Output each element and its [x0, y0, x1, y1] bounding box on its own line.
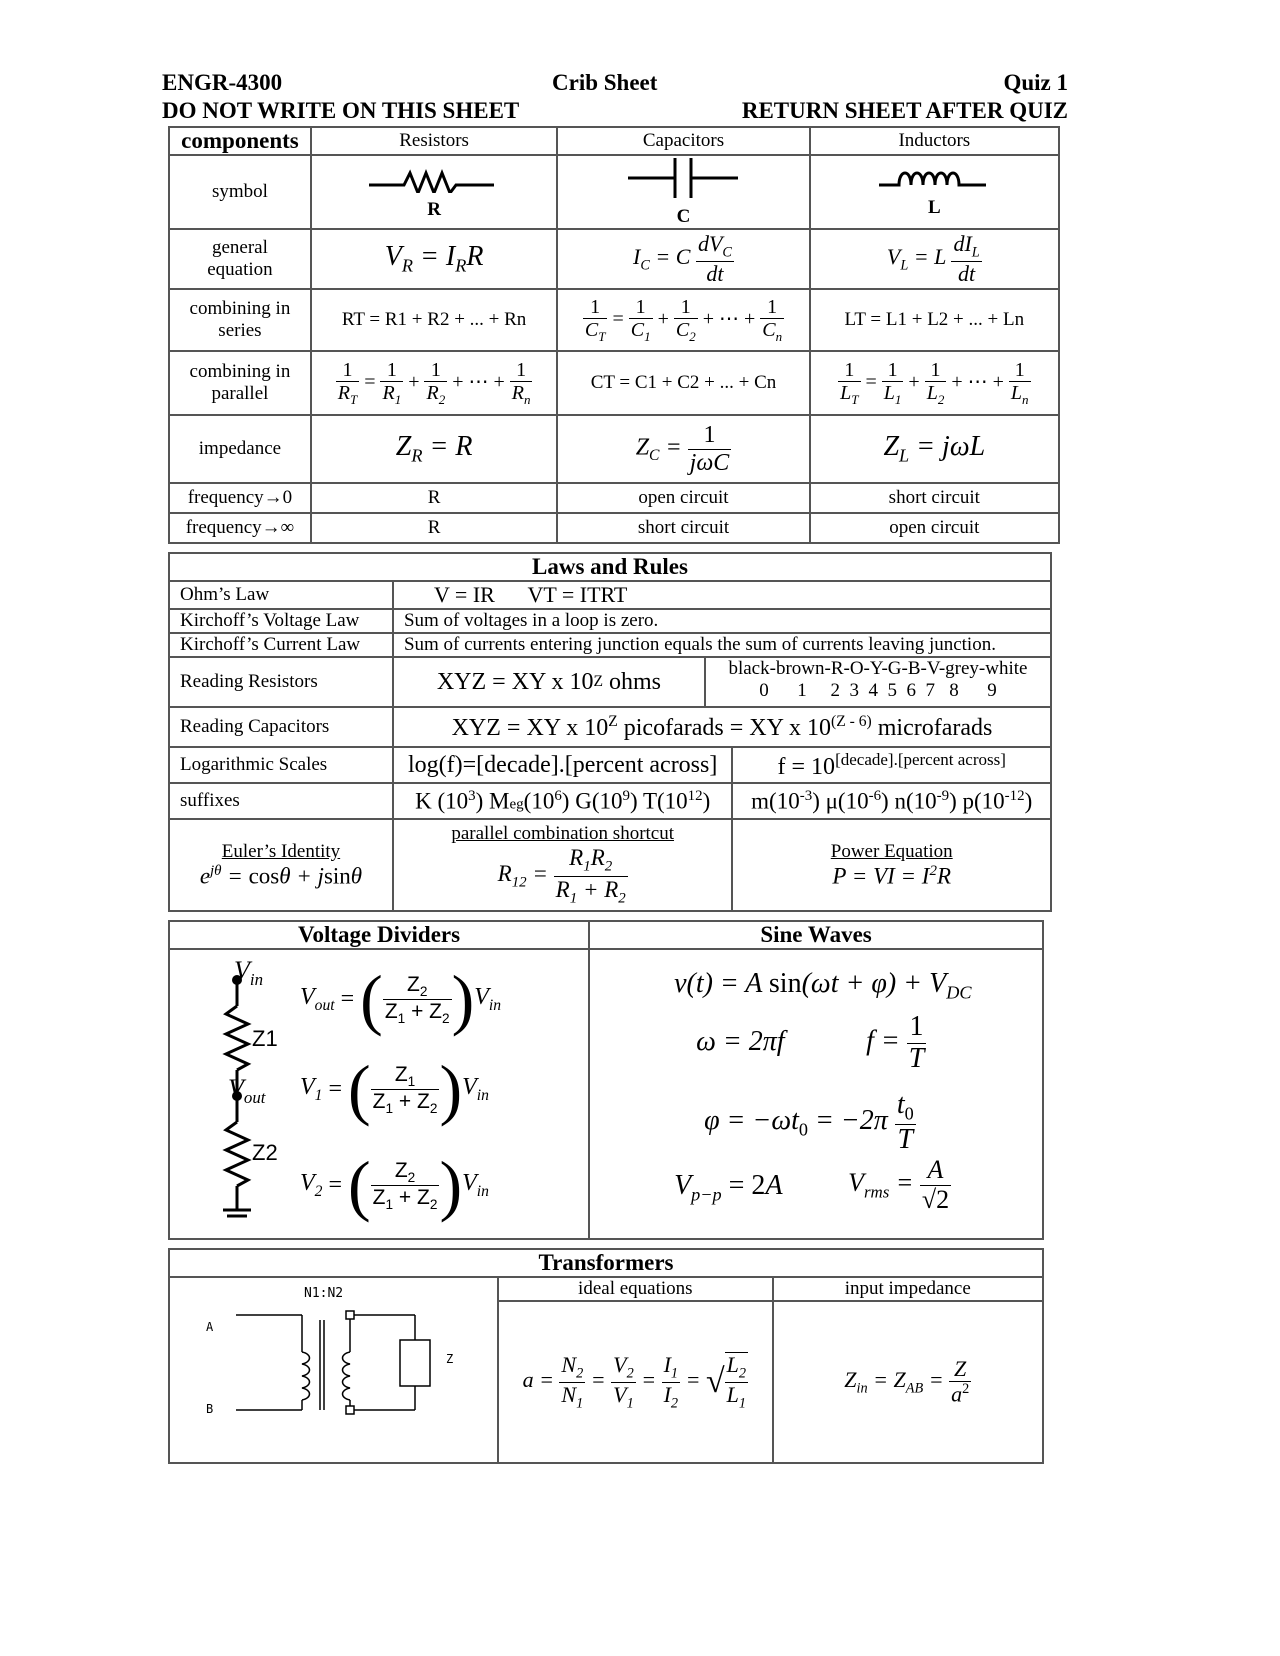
power-cell	[732, 819, 1051, 911]
power-title: Power Equation	[830, 840, 953, 862]
vout-equation: $V_{out}$ = ( $\frac{Z_2}{Z_1 + Z_2}$ ) $V_{in}$	[300, 961, 502, 1037]
transformer-diagram	[190, 1282, 480, 1432]
color-code: black-brown-R-O-Y-G-B-V-grey-white	[728, 658, 1028, 679]
shortcut-cell	[393, 819, 733, 911]
suffixes-large: K $(10^3)$ $Meg(10^6)$ $G(10^9)$ $T(10^{12})$	[393, 783, 733, 819]
transformer-ratio-label: N1:N2	[304, 1286, 344, 1301]
laws-title: Laws and Rules	[169, 553, 1051, 581]
dividers-sine-table	[168, 920, 1044, 1240]
capacitor-series-eq: $\frac{1}{C_T}$ = $\frac{1}{C_1}$ + $\frac{1}{C_2}$ + ⋯ + $\frac{1}{C_n}$	[557, 289, 809, 351]
warning-left: DO NOT WRITE ON THIS SHEET	[162, 98, 520, 123]
freq-eq: f = $\frac{1}{T}$	[866, 1011, 925, 1074]
capacitor-letter: C	[676, 206, 691, 227]
resistor-freq0: R	[311, 483, 557, 513]
ideal-equations-cell: a = $\frac{N_2}{N_1}$ = $\frac{V_2}{V_1}$ = $\frac{I_1}{I_2}$ = √ $\frac{L_2}{L_1}$	[498, 1301, 772, 1463]
capacitor-symbol-cell	[557, 155, 809, 229]
warning-right: RETURN SHEET AFTER QUIZ	[741, 98, 1068, 123]
resistor-series-eq: RT = R1 + R2 + ... + Rn	[311, 289, 557, 351]
inductor-parallel-eq: $\frac{1}{L_T}$ = $\frac{1}{L_1}$ + $\frac{1}{L_2}$ + ⋯ + $\frac{1}{L_n}$	[810, 351, 1059, 415]
capacitor-symbol-icon	[623, 156, 743, 200]
resistor-parallel-eq: $\frac{1}{R_T}$ = $\frac{1}{R_1}$ + $\frac{1}{R_2}$ + ⋯ + $\frac{1}{R_n}$	[311, 351, 557, 415]
sine-title: Sine Waves	[589, 921, 1043, 949]
terminal-a-label: A	[206, 1320, 214, 1334]
euler-formula: $e^{j\theta} = \cos\theta + jsin\theta$	[199, 862, 363, 889]
transformers-table	[168, 1248, 1044, 1464]
log-scales-label: Logarithmic Scales	[169, 747, 393, 783]
v2-equation: $V_2$ = ( $\frac{Z_2}{Z_1 + Z_2}$ ) $V_{in}$	[300, 1147, 489, 1223]
capacitor-freqinf: short circuit	[557, 513, 809, 543]
dividers-cell	[169, 949, 589, 1239]
ohms-law-label: Ohm’s Law	[169, 581, 393, 609]
shortcut-formula: $R_{12}$ = $\frac{R_1R_2}{R_1 + R_2}$	[497, 845, 626, 907]
inductor-symbol-icon	[874, 165, 994, 191]
suffixes-label: suffixes	[169, 783, 393, 819]
components-heading: components	[169, 127, 311, 155]
quiz-label: Quiz 1	[1003, 70, 1068, 95]
inductor-letter: L	[927, 197, 941, 218]
capacitor-impedance-eq: $Z_C$ = $\frac{1}{\text{jωC}}$	[557, 415, 809, 483]
capacitor-freq0: open circuit	[557, 483, 809, 513]
row-freq0-label: frequency→0	[169, 483, 311, 513]
inductor-freqinf: open circuit	[810, 513, 1059, 543]
input-impedance-cell: $Z_{in} = Z_{AB}$ = $\frac{Z}{a^2}$	[773, 1301, 1043, 1463]
kvl-value: Sum of voltages in a loop is zero.	[393, 609, 1051, 633]
vrms-eq: $V_{rms}$ = $\frac{A}{√2}$	[848, 1155, 950, 1214]
sine-general-eq: v(t) = A $\sin(\omega t + \varphi) + V_{DC}$	[674, 968, 972, 1003]
row-general-label: general equation	[169, 229, 311, 289]
z1-label: Z1	[252, 1026, 278, 1051]
inductor-freq0: short circuit	[810, 483, 1059, 513]
components-table	[168, 126, 1060, 544]
resistor-impedance-eq: $Z_R = R$	[311, 415, 557, 483]
euler-cell	[169, 819, 393, 911]
kcl-value: Sum of currents entering junction equals the sum of currents leaving junction.	[393, 633, 1051, 657]
row-symbol-label: symbol	[169, 155, 311, 229]
row-series-label: combining in series	[169, 289, 311, 351]
kvl-label: Kirchoff’s Voltage Law	[169, 609, 393, 633]
page-title: Crib Sheet	[552, 70, 658, 95]
transformers-title: Transformers	[169, 1249, 1043, 1277]
color-digits: 0 1 2 3 4 5 6 7 8 9	[759, 680, 997, 701]
laws-table	[168, 552, 1052, 912]
col-resistors: Resistors	[311, 127, 557, 155]
vpp-eq: $V_{p-p} = 2A$	[674, 1170, 783, 1205]
transformer-diagram-cell	[169, 1277, 498, 1463]
inductor-series-eq: LT = L1 + L2 + ... + Ln	[810, 289, 1059, 351]
resistor-symbol-cell	[311, 155, 557, 229]
resistor-freqinf: R	[311, 513, 557, 543]
terminal-b-label: B	[206, 1402, 214, 1416]
resistor-letter: R	[427, 199, 441, 220]
log-left: log(f)=[decade].[percent across]	[393, 747, 733, 783]
ideal-equations-header: ideal equations	[498, 1277, 772, 1301]
reading-resistors-label: Reading Resistors	[169, 657, 393, 707]
col-capacitors: Capacitors	[557, 127, 809, 155]
vout-label: $V_{out}$	[228, 1074, 266, 1108]
inductor-general-eq: $V_L = L$ $\frac{dI_L}{dt}$	[810, 229, 1059, 289]
capacitor-general-eq: $I_C = C$ $\frac{dV_C}{dt}$	[557, 229, 809, 289]
reading-resistors-formula: XYZ = XY x 10 Z ohms	[394, 658, 706, 706]
capacitor-parallel-eq: CT = C1 + C2 + ... + Cn	[557, 351, 809, 415]
omega-eq: ω = 2πf	[696, 1026, 785, 1057]
kcl-label: Kirchoff’s Current Law	[169, 633, 393, 657]
log-right: f = 10[decade].[percent across]	[732, 747, 1051, 783]
resistor-symbol-icon	[364, 163, 504, 193]
row-impedance-label: impedance	[169, 415, 311, 483]
z2-label: Z2	[252, 1140, 278, 1165]
v1-equation: $V_1$ = ( $\frac{Z_1}{Z_1 + Z_2}$ ) $V_{in}$	[300, 1051, 489, 1127]
dividers-title: Voltage Dividers	[169, 921, 589, 949]
reading-capacitors-label: Reading Capacitors	[169, 707, 393, 747]
row-freqinf-label: frequency→∞	[169, 513, 311, 543]
vin-label: $V_{in}$	[234, 956, 264, 990]
phase-eq: $\varphi = -\omega t_0 = -2\pi$ $\frac{t_0}{T}$	[704, 1089, 914, 1155]
input-impedance-header: input impedance	[773, 1277, 1043, 1301]
suffixes-small: $m(10^{-3})$ $\mu(10^{-6})$ $n(10^{-9})$ $p(10^{-12})$	[732, 783, 1051, 819]
col-inductors: Inductors	[810, 127, 1059, 155]
ohms-law-value: V = IR VT = ITRT	[393, 581, 1051, 609]
power-formula: P = VI = $I^2R$	[832, 862, 951, 889]
sine-cell	[589, 949, 1043, 1239]
reading-capacitors-formula: XYZ = XY x $10^Z$ picofarads = XY x $10^{(Z - 6)}$ microfarads	[393, 707, 1051, 747]
euler-title: Euler’s Identity	[221, 840, 341, 862]
course-code: ENGR-4300	[162, 70, 283, 95]
shortcut-title: parallel combination shortcut	[451, 823, 675, 845]
load-z-label: Z	[446, 1352, 454, 1366]
resistor-general-eq: $V_R = I_RR$	[311, 229, 557, 289]
inductor-impedance-eq: $Z_L = j\omega L$	[810, 415, 1059, 483]
row-parallel-label: combining in parallel	[169, 351, 311, 415]
inductor-symbol-cell	[810, 155, 1059, 229]
